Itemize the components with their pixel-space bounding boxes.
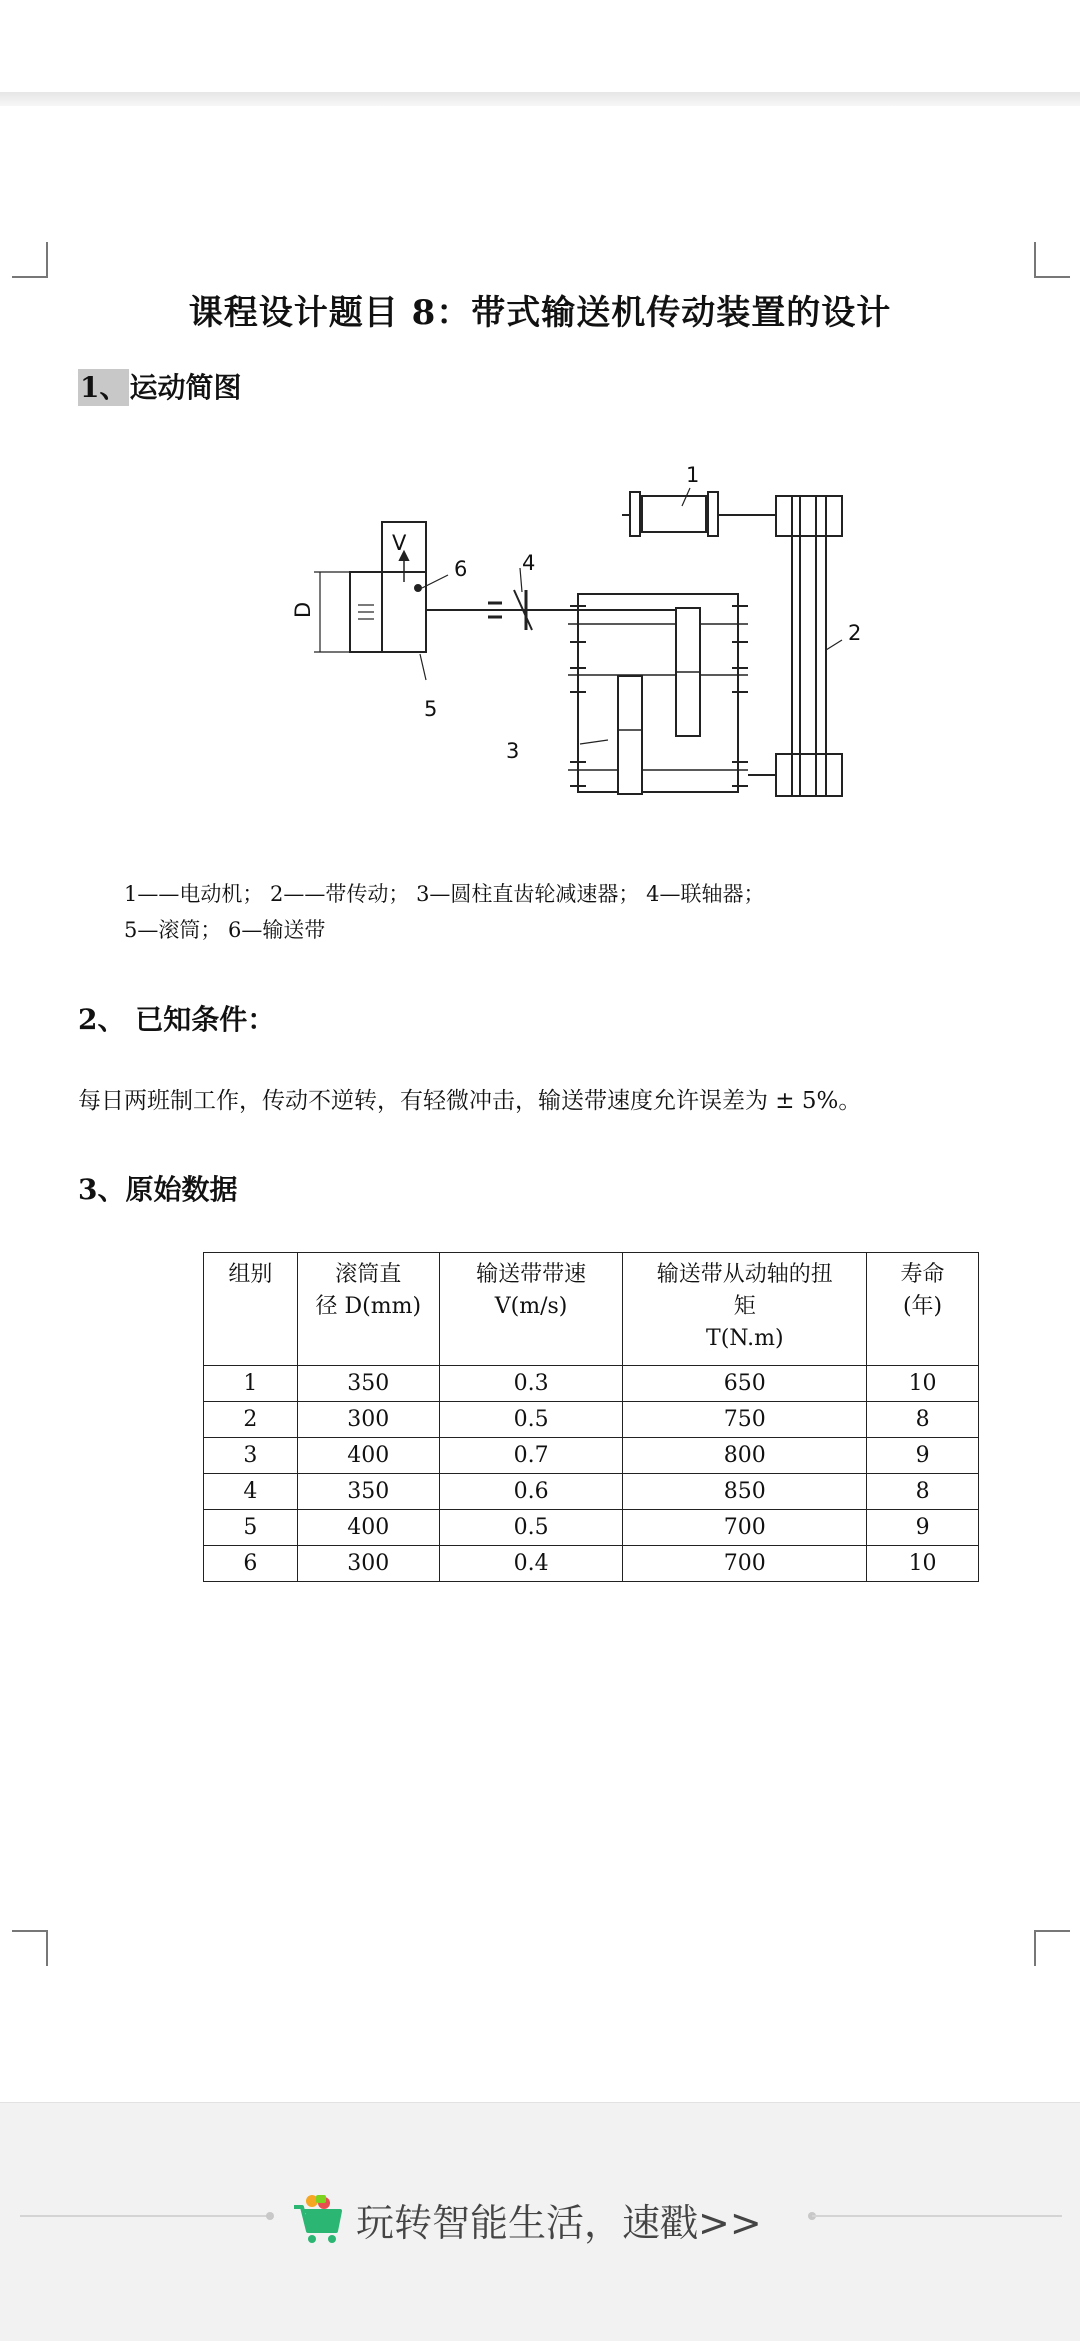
label-5: 5 <box>424 697 438 721</box>
caption-line-2: 5—滚筒； 6—输送带 <box>124 918 326 942</box>
table-row: 1 350 0.3 650 10 <box>204 1366 979 1402</box>
label-d: D <box>291 601 315 618</box>
header-life: 寿命 (年) <box>867 1253 979 1366</box>
belt-pulley-upper <box>776 496 842 536</box>
crop-mark-bottom-right <box>1034 1930 1070 1966</box>
header-belt-speed: 输送带带速 V(m/s) <box>439 1253 623 1366</box>
top-bar-shadow <box>0 92 1080 106</box>
label-1: 1 <box>686 463 700 487</box>
caption-line-1: 1——电动机； 2——带传动； 3—圆柱直齿轮减速器； 4—联轴器； <box>124 882 765 906</box>
table-row: 2 300 0.5 750 8 <box>204 1402 979 1438</box>
table-row: 5 400 0.5 700 9 <box>204 1510 979 1546</box>
belt-pulley-lower <box>776 754 842 796</box>
footer-divider-right <box>812 2215 1062 2217</box>
section-2-heading: 2、 已知条件： <box>78 1003 276 1036</box>
gear-large-lower <box>618 676 642 794</box>
table-row: 6 300 0.4 700 10 <box>204 1546 979 1582</box>
section-1-number: 1、 <box>80 371 128 404</box>
header-drum-diameter: 滚筒直 径 D(mm) <box>297 1253 439 1366</box>
motor <box>642 496 706 532</box>
promo-text: 玩转智能生活，速戳>> <box>356 2200 762 2245</box>
promo-link[interactable] <box>290 2189 762 2249</box>
section-1-heading <box>78 366 242 406</box>
crop-mark-top-left <box>12 242 48 278</box>
section-1-label: 运动简图 <box>129 371 242 404</box>
section-2-text: 每日两班制工作，传动不逆转，有轻微冲击，输送带速度允许误差为 ± 5%。 <box>78 1088 862 1114</box>
label-4: 4 <box>522 551 536 575</box>
shopping-cart-icon <box>290 2191 346 2247</box>
promo-footer <box>0 2102 1080 2341</box>
header-torque: 输送带从动轴的扭 矩 T(N.m) <box>623 1253 867 1366</box>
label-3: 3 <box>506 739 520 763</box>
top-bar <box>0 0 1080 104</box>
table-row: 4 350 0.6 850 8 <box>204 1474 979 1510</box>
header-group: 组别 <box>204 1253 298 1366</box>
document-title: 课程设计题目 8：带式输送机传动装置的设计 <box>188 293 892 333</box>
label-6: 6 <box>454 557 468 581</box>
crop-mark-top-right <box>1034 242 1070 278</box>
label-2: 2 <box>848 621 862 645</box>
data-table <box>203 1252 979 1582</box>
footer-divider-left <box>20 2215 270 2217</box>
crop-mark-bottom-left <box>12 1930 48 1966</box>
label-v: V <box>392 531 407 555</box>
diagram-caption <box>124 876 764 948</box>
footer-dot-left <box>266 2212 274 2220</box>
kinematic-diagram <box>270 440 870 840</box>
table-row: 3 400 0.7 800 9 <box>204 1438 979 1474</box>
section-3-heading: 3、原始数据 <box>78 1173 238 1206</box>
table-header-row <box>204 1253 979 1366</box>
